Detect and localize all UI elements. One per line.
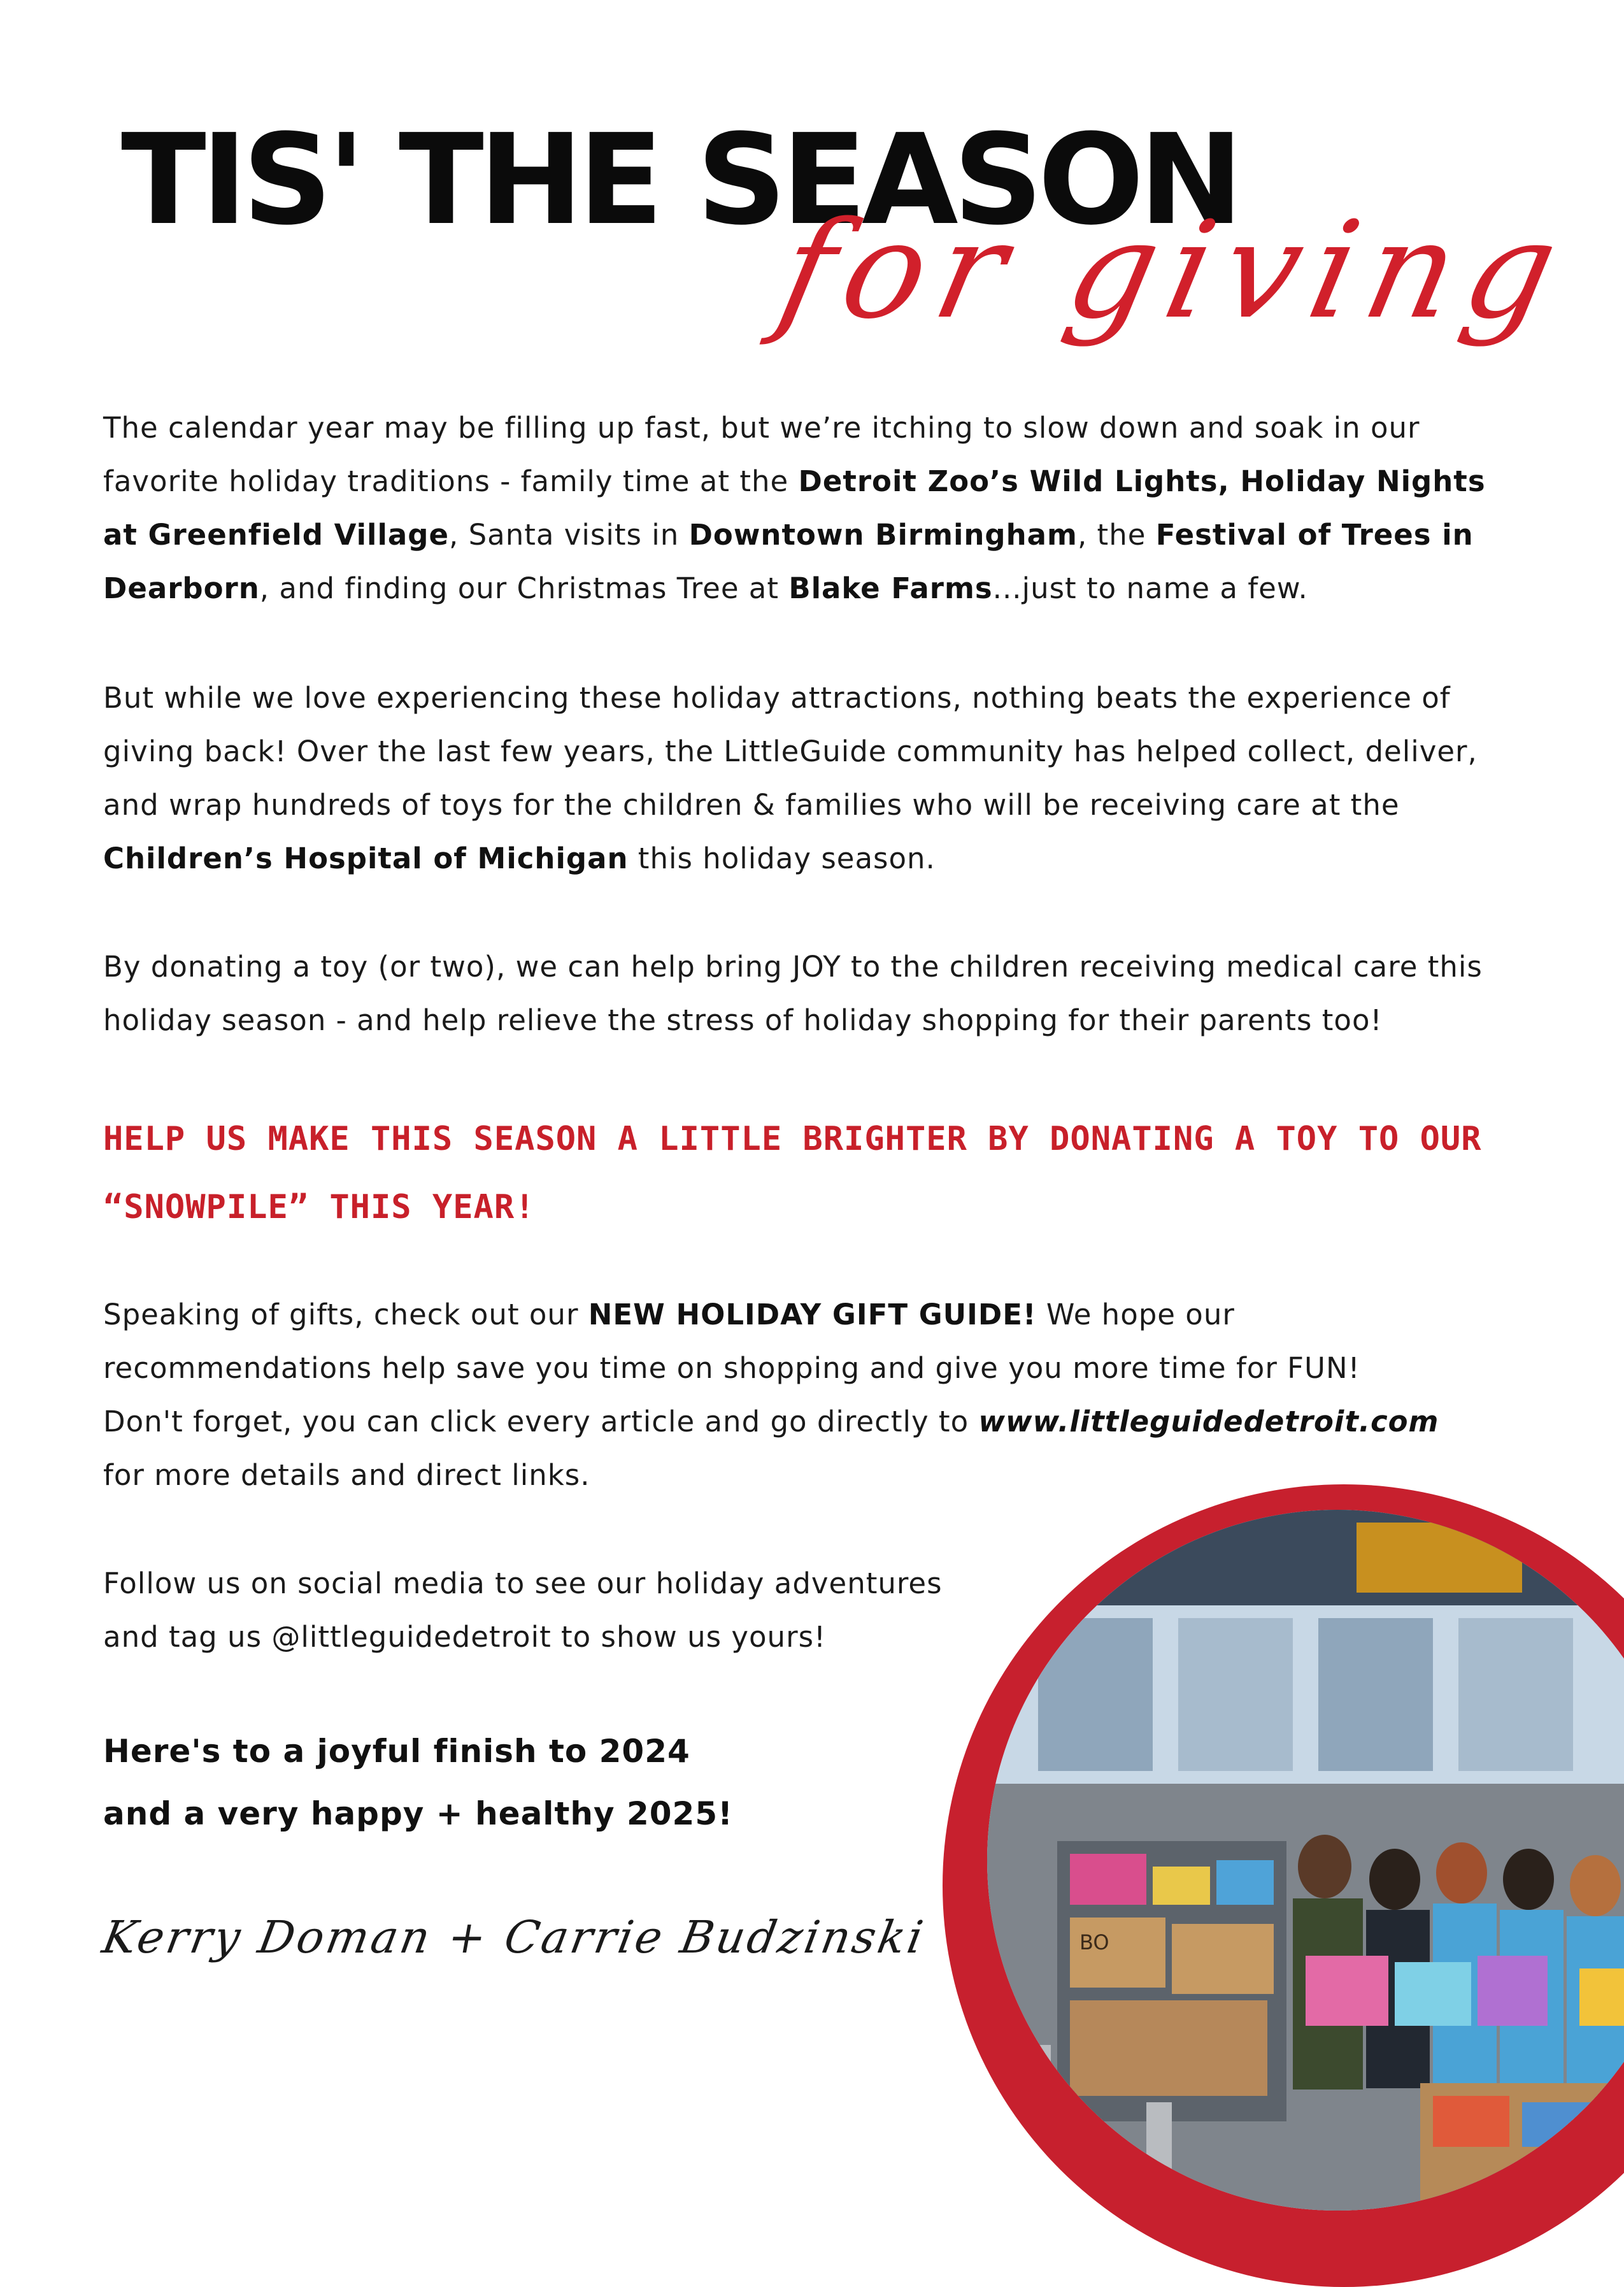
toy-drive-photo	[987, 1510, 1624, 2211]
call-to-action: HELP US MAKE THIS SEASON A LITTLE BRIGHTER BY DONATING A TOY TO OUR “SNOWPILE” THIS YEAR!	[103, 1120, 1482, 1226]
intro-bold-1: Detroit Zoo’s Wild Lights, Holiday Nights at Greenfield Village	[103, 464, 1486, 552]
photo-illustration	[987, 1510, 1624, 2211]
donating-paragraph: By donating a toy (or two), we can help bring JOY to the children receiving medical care this holiday season - and help relieve the stress of holiday shopping for their parents too!	[103, 950, 1483, 1037]
gift-text-1: Speaking of gifts, check out our	[103, 1298, 588, 1331]
photo-frame	[943, 1484, 1624, 2287]
intro-text-2: , Santa visits in	[448, 518, 689, 552]
intro-bold-4: Blake Farms	[788, 571, 993, 605]
box-label: BO	[1079, 1930, 1109, 1954]
giving-text-1: But while we love experiencing these holiday attractions, nothing beats the experience of giving back! Over the last few years, the LittleGuide community has helped collect, deliver, and wrap hundreds of toys for the children & families who will be receiving care at the	[103, 681, 1478, 822]
intro-bold-3: Festival of Trees in Dearborn	[103, 518, 1474, 605]
intro-text-1: The calendar year may be filling up fast, but we’re itching to slow down and soak in our favorite holiday traditions - family time at the	[103, 411, 1420, 498]
gift-guide-paragraph	[103, 1288, 1479, 1502]
intro-paragraph	[103, 401, 1530, 615]
page-title: TIS' THE SEASON	[121, 108, 1239, 253]
signature: Kerry Doman + Carrie Budzinski	[98, 1911, 930, 1963]
closing-line-1: Here's to a joyful finish to 2024	[103, 1733, 690, 1770]
website-link[interactable]: www.littleguidedetroit.com	[978, 1405, 1439, 1438]
script-subtitle: for giving	[767, 192, 1583, 348]
intro-text-3: , the	[1077, 518, 1156, 552]
gift-text-2: We hope our recommendations help save you time on shopping and give you more time for FUN!	[103, 1298, 1360, 1385]
giving-bold-1: Children’s Hospital of Michigan	[103, 842, 629, 875]
gift-bold-1: NEW HOLIDAY GIFT GUIDE!	[588, 1298, 1037, 1331]
giving-text-2: this holiday season.	[628, 842, 936, 875]
gift-text-4: for more details and direct links.	[103, 1458, 590, 1492]
closing-line-2: and a very happy + healthy 2025!	[103, 1795, 733, 1832]
giving-paragraph	[103, 671, 1530, 885]
intro-text-5: ...just to name a few.	[992, 571, 1308, 605]
social-line-1: Follow us on social media to see our holiday adventures	[103, 1566, 943, 1600]
intro-text-4: , and finding our Christmas Tree at	[259, 571, 789, 605]
social-line-2: and tag us @littleguidedetroit to show us yours!	[103, 1620, 827, 1654]
intro-bold-2: Downtown Birmingham	[688, 518, 1078, 552]
gift-text-3: Don't forget, you can click every article and go directly to	[103, 1405, 979, 1438]
social-paragraph	[103, 1557, 1058, 1664]
closing-message	[103, 1720, 733, 1845]
